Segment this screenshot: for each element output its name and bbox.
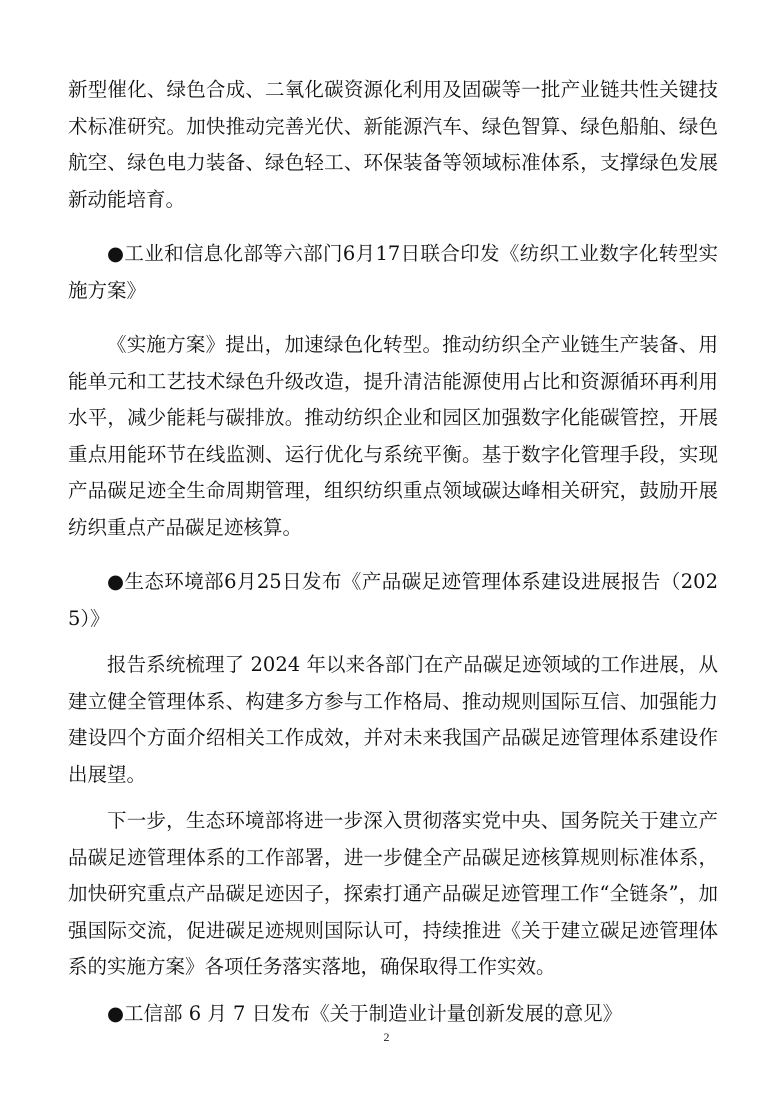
document-page: [68, 72, 718, 1032]
bullet-icon: ●: [107, 242, 125, 265]
news-heading-carbon-report: [68, 564, 718, 637]
spacer: [68, 637, 718, 647]
spacer: [68, 986, 718, 996]
paragraph-textile-plan: 《实施方案》提出，加速绿色化转型。推动纺织全产业链生产装备、用能单元和工艺技术绿色升级改造，提升清洁能源使用占比和资源循环再利用水平，减少能耗与碳排放。推动纺织企业和园区加强数字化能碳管控，开展重点用能环节在线监测、运行优化与系统平衡。基于数字化管理手段，实现产品碳足迹全生命周期管理，组织纺织重点领域碳达峰相关研究，鼓励开展纺织重点产品碳足迹核算。: [68, 333, 718, 539]
bullet-icon: ●: [107, 570, 125, 593]
spacer: [68, 546, 718, 564]
page-number: 2: [383, 1030, 390, 1044]
news-heading-text: 生态环境部6月25日发布《产品碳足迹管理体系建设进展报告（2025）》: [68, 570, 718, 630]
spacer: [68, 218, 718, 236]
news-heading-text: 工信部 6 月 7 日发布《关于制造业计量创新发展的意见》: [124, 1001, 623, 1025]
news-heading-text: 工业和信息化部等六部门6月17日联合印发《纺织工业数字化转型实施方案》: [68, 242, 718, 302]
paragraph-green-standards: 新型催化、绿色合成、二氧化碳资源化利用及固碳等一批产业链共性关键技术标准研究。加快推动完善光伏、新能源汽车、绿色智算、绿色船舶、绿色航空、绿色电力装备、绿色轻工、环保装备等领域标准体系，支撑绿色发展新动能培育。: [68, 78, 718, 211]
bullet-icon: ●: [107, 1001, 125, 1025]
spacer: [68, 793, 718, 803]
news-heading-textile: [68, 236, 718, 309]
news-heading-metrology: [68, 996, 718, 1033]
paragraph-next-steps: 下一步，生态环境部将进一步深入贯彻落实党中央、国务院关于建立产品碳足迹管理体系的工作部署，进一步健全产品碳足迹核算规则标准体系，加快研究重点产品碳足迹因子，探索打通产品碳足迹管理工作“全链条”，加强国际交流，促进碳足迹规则国际认可，持续推进《关于建立碳足迹管理体系的实施方案》各项任务落实落地，确保取得工作实效。: [68, 809, 718, 978]
spacer: [68, 309, 718, 327]
paragraph-report-summary: 报告系统梳理了 2024 年以来各部门在产品碳足迹领域的工作进展，从建立健全管理体系、构建多方参与工作格局、推动规则国际互信、加强能力建设四个方面介绍相关工作成效，并对未来我国产品碳足迹管理体系建设作出展望。: [68, 653, 718, 786]
